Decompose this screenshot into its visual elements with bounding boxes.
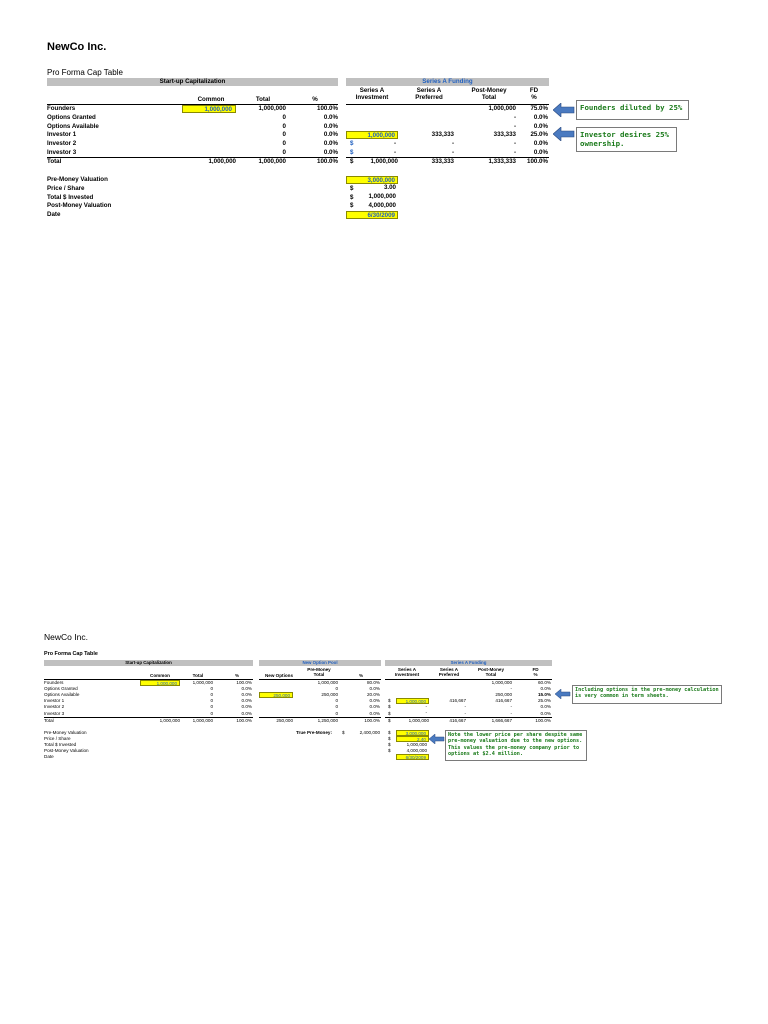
cell-investment <box>346 113 398 121</box>
cell-pct: 100.0% <box>236 718 252 723</box>
cell-preferred: 333,333 <box>431 158 454 165</box>
cell-common <box>140 704 180 710</box>
cell-common <box>182 122 236 130</box>
cell-post-money: - <box>510 704 512 710</box>
cell-investment: - <box>393 148 396 156</box>
col-series-a-preferred: Series A Preferred <box>438 667 460 677</box>
valuation-label: Post-Money Valuation <box>47 202 112 210</box>
row-label: Options Available <box>47 122 99 130</box>
cell-pct2: 80.0% <box>366 680 380 685</box>
left-arrow-icon <box>429 734 445 744</box>
cell-investment: 1,000,000 <box>408 718 429 723</box>
valuation-label: Pre-Money Valuation <box>44 730 87 735</box>
cell-common <box>182 113 236 121</box>
valuation-value: 4,000,000 <box>406 748 427 753</box>
new-option-pool-header: New Option Pool <box>259 660 381 666</box>
cell-pct: 100.0% <box>236 680 252 685</box>
startup-capitalization-header: Start-up Capitalization <box>44 660 253 666</box>
cell-pre-money: 250,000 <box>321 692 338 698</box>
row-label: Investor 2 <box>47 140 77 148</box>
cell-pre-money: 0 <box>335 698 338 704</box>
cell-new-options: 250,000 <box>259 692 293 698</box>
cell-total: 0 <box>210 704 213 710</box>
cell-pct2: 0.0% <box>369 698 380 704</box>
cell-fd: 15.0% <box>537 692 551 698</box>
cell-preferred: - <box>464 710 466 716</box>
cell-common <box>182 140 236 148</box>
cell-post-money: 250,000 <box>495 692 512 698</box>
cell-total: 1,000,000 <box>258 158 286 165</box>
col-pre-money-total: Pre-Money Total <box>307 667 331 677</box>
cell-pct: 0.0% <box>323 131 338 139</box>
cap-table-subtitle: Pro Forma Cap Table <box>44 651 98 657</box>
cell-fd: 0.0% <box>533 113 548 121</box>
cell-new-options <box>259 710 293 716</box>
row-label: Founders <box>44 680 64 685</box>
col-pct: % <box>312 96 318 103</box>
valuation-value: 6/30/2009 <box>396 754 429 760</box>
cell-new-options <box>259 686 293 692</box>
cell-post-money: - <box>513 113 516 121</box>
cell-common <box>140 710 180 716</box>
cell-pct2: 0.0% <box>369 686 380 692</box>
cell-total: 0 <box>282 131 286 139</box>
cell-investment: - <box>393 139 396 147</box>
cell-dollar: $ <box>388 698 391 704</box>
col-fd-pct: FD % <box>529 87 539 101</box>
cell-investment <box>396 686 429 692</box>
cell-total: 0 <box>210 710 213 716</box>
cell-pre-money: 0 <box>335 704 338 710</box>
cell-post-money: 1,333,333 <box>488 158 516 165</box>
left-arrow-icon <box>553 127 575 141</box>
cell-post-money: - <box>513 122 516 130</box>
valuation-value: 3.00 <box>383 184 396 192</box>
col-series-a-investment: Series A Investment <box>355 87 389 101</box>
cell-pct2: 100.0% <box>364 718 380 723</box>
cell-dollar: $ <box>388 704 391 710</box>
cell-common <box>140 698 180 704</box>
col-pct: % <box>234 673 240 678</box>
row-label: Options Granted <box>47 113 96 121</box>
cell-pct: 0.0% <box>323 149 338 156</box>
cell-common <box>140 692 180 698</box>
valuation-dollar: $ <box>388 742 391 748</box>
cell-total: 0 <box>210 692 213 698</box>
cell-common: 1,000,000 <box>208 158 236 165</box>
valuation-value: 3,000,000 <box>396 730 429 736</box>
left-arrow-icon <box>553 103 575 117</box>
row-label: Investor 2 <box>44 704 65 710</box>
cell-post-money: 416,667 <box>495 698 512 704</box>
series-a-funding-header: Series A Funding <box>385 660 552 666</box>
cell-fd: 25.0% <box>537 698 551 704</box>
valuation-label: Total $ Invested <box>47 193 94 201</box>
cell-investment: - <box>425 704 427 710</box>
cell-pct: 0.0% <box>241 698 252 704</box>
cell-dollar: $ <box>388 710 391 716</box>
cell-post-money: - <box>510 710 512 716</box>
true-premoney-dollar: $ <box>342 730 345 735</box>
cell-dollar: $ <box>350 140 354 148</box>
cell-new-options: 250,000 <box>276 718 293 723</box>
col-total: Total <box>255 96 271 103</box>
cell-pct: 0.0% <box>323 122 338 130</box>
cell-preferred: - <box>451 149 454 156</box>
valuation-value: 1,000,000 <box>406 741 427 747</box>
valuation-label: Price / Share <box>44 736 71 742</box>
valuation-value: 3,000,000 <box>346 176 398 184</box>
cell-pct: 0.0% <box>323 113 338 121</box>
cell-fd: 0.0% <box>540 704 551 710</box>
cell-total: 0 <box>282 113 286 121</box>
cell-new-options <box>259 680 293 686</box>
cell-new-options <box>259 698 293 704</box>
col-series-a-investment: Series A Investment <box>394 667 420 677</box>
cell-fd: 0.0% <box>533 122 548 130</box>
cell-fd: 60.0% <box>537 680 551 685</box>
col-fd-pct: FD % <box>532 667 539 677</box>
cell-common <box>140 686 180 692</box>
valuation-value: 6/30/2009 <box>346 211 398 219</box>
valuation-label: Date <box>47 211 61 219</box>
true-premoney-value: 2,400,000 <box>359 730 380 735</box>
col-common: Common <box>150 673 170 678</box>
row-label: Investor 1 <box>44 698 65 704</box>
cell-investment <box>396 680 429 686</box>
cell-investment: 1,000,000 <box>370 158 398 165</box>
cell-investment: - <box>425 710 427 716</box>
note-investor-ownership: Investor desires 25% ownership. <box>576 127 677 152</box>
true-premoney-label: True Pre-Money: <box>296 730 332 735</box>
row-label: Options Available <box>44 692 80 698</box>
col-pct2: % <box>358 673 364 678</box>
col-new-options: New Options <box>264 673 294 678</box>
cell-pre-money: 1,000,000 <box>317 680 338 685</box>
cell-total: 1,000,000 <box>192 718 213 723</box>
cell-pct2: 0.0% <box>369 704 380 710</box>
cell-post-money: 333,333 <box>493 131 516 139</box>
cell-preferred: 416,667 <box>449 718 466 723</box>
row-label: Investor 3 <box>44 710 65 716</box>
note-founders-diluted: Founders diluted by 25% <box>576 100 689 120</box>
cell-common <box>182 149 236 157</box>
valuation-dollar: $ <box>350 202 354 210</box>
cell-common <box>182 131 236 139</box>
valuation-dollar: $ <box>350 193 354 201</box>
cell-post-money: - <box>510 686 512 692</box>
startup-capitalization-header: Start-up Capitalization <box>47 78 338 86</box>
cell-pre-money: 1,250,000 <box>317 718 338 723</box>
valuation-label: Post-Money Valuation <box>44 748 89 754</box>
left-arrow-icon <box>555 689 571 699</box>
cell-fd: 100.0% <box>527 158 548 165</box>
cell-total: 0 <box>282 140 286 148</box>
cell-post-money: - <box>513 149 516 156</box>
cell-total: 0 <box>210 698 213 704</box>
row-label: Total <box>44 718 54 723</box>
cell-post-money: - <box>513 140 516 148</box>
cell-pre-money: 0 <box>335 710 338 716</box>
col-total: Total <box>192 673 204 678</box>
valuation-value: 1,000,000 <box>368 193 396 201</box>
cell-preferred: 416,667 <box>449 698 466 704</box>
cell-common: 1,000,000 <box>182 105 236 113</box>
cell-investment <box>346 105 398 113</box>
row-label: Investor 1 <box>47 131 77 139</box>
cell-post-money: 1,000,000 <box>488 105 516 112</box>
col-common: Common <box>197 96 225 103</box>
series-a-funding-header: Series A Funding <box>346 78 549 86</box>
company-title: NewCo Inc. <box>44 632 88 642</box>
cell-total: 1,000,000 <box>192 680 213 685</box>
cell-dollar: $ <box>388 718 391 723</box>
cell-investment <box>396 692 429 698</box>
cell-fd: 0.0% <box>540 686 551 692</box>
cell-common: 1,000,000 <box>159 718 180 723</box>
cell-total: 0 <box>210 686 213 692</box>
cell-fd: 25.0% <box>530 131 548 139</box>
cell-common: 1,000,000 <box>140 680 180 686</box>
row-label: Options Granted <box>44 686 78 692</box>
col-series-a-preferred: Series A Preferred <box>415 87 443 101</box>
cell-dollar: $ <box>350 149 354 156</box>
cell-fd: 100.0% <box>535 718 551 723</box>
valuation-dollar: $ <box>350 184 354 192</box>
row-label: Founders <box>47 105 76 112</box>
valuation-label: Total $ Invested <box>44 742 77 748</box>
cell-preferred: - <box>464 704 466 710</box>
valuation-value: 4,000,000 <box>368 201 396 209</box>
cell-pct: 100.0% <box>317 105 338 112</box>
cell-preferred: 333,333 <box>431 131 454 139</box>
cell-total: 1,000,000 <box>258 105 286 112</box>
cell-pct: 100.0% <box>317 158 338 165</box>
col-post-money-total: Post-Money Total <box>471 87 507 101</box>
cell-investment <box>346 122 398 130</box>
valuation-dollar: $ <box>388 736 391 742</box>
cell-pct2: 0.0% <box>369 710 380 716</box>
col-post-money-total: Post-Money Total <box>477 667 505 677</box>
row-label: Total <box>47 158 62 165</box>
cell-preferred: - <box>451 140 454 148</box>
cell-pct2: 20.0% <box>366 692 380 698</box>
cell-new-options <box>259 704 293 710</box>
cell-fd: 75.0% <box>530 105 548 112</box>
cap-table-subtitle: Pro Forma Cap Table <box>47 68 123 77</box>
cell-post-money: 1,666,667 <box>491 718 512 723</box>
cell-pct: 0.0% <box>241 686 252 692</box>
valuation-label: Pre-Money Valuation <box>47 176 108 183</box>
valuation-value: 2.40 <box>396 736 429 742</box>
company-title: NewCo Inc. <box>47 41 107 53</box>
row-label: Investor 3 <box>47 149 77 156</box>
valuation-dollar: $ <box>388 748 391 754</box>
valuation-label: Price / Share <box>47 184 85 192</box>
valuation-label: Date <box>44 754 54 760</box>
note-lower-price: Note the lower price per share despite same pre-money valuation due to the new options. This values the pre-money company prior to options at $2.4 million. <box>445 730 587 761</box>
cell-pct: 0.0% <box>241 710 252 716</box>
cell-fd: 0.0% <box>533 140 548 148</box>
cell-pct: 0.0% <box>241 704 252 710</box>
cell-investment: 1,000,000 <box>346 131 398 139</box>
cell-total: 0 <box>282 149 286 156</box>
cell-pct: 0.0% <box>241 692 252 698</box>
note-options-premoney: Including options in the pre-money calculation is very common in term sheets. <box>572 685 722 704</box>
cell-total: 0 <box>282 122 286 130</box>
cell-post-money: 1,000,000 <box>491 680 512 685</box>
cell-dollar: $ <box>350 158 354 165</box>
cell-fd: 0.0% <box>533 149 548 156</box>
cell-investment: 1,000,000 <box>396 698 429 704</box>
cell-pct: 0.0% <box>323 140 338 148</box>
valuation-dollar: $ <box>388 730 391 735</box>
cell-fd: 0.0% <box>540 710 551 716</box>
cell-pre-money: 0 <box>335 686 338 692</box>
